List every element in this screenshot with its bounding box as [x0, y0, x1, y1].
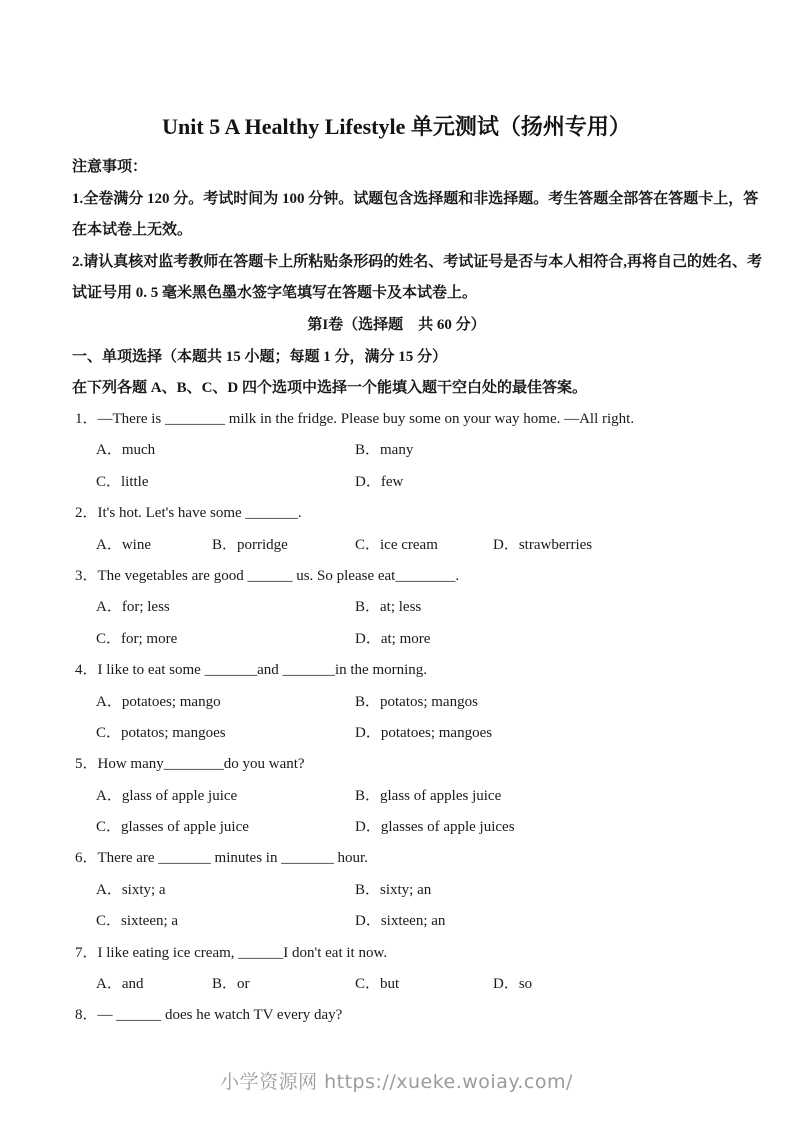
option-D: D．at; more [355, 630, 431, 647]
option-D: D．strawberries [493, 536, 593, 553]
option-D: D．sixteen; an [355, 913, 446, 930]
option-A: A．and [96, 976, 144, 993]
options-row [0, 969, 793, 1000]
options-row [0, 687, 793, 718]
option-B: B．potatos; mangos [355, 693, 478, 710]
note-line-2: 在本试卷上无效。 [72, 222, 193, 239]
option-D: D．potatoes; mangoes [355, 724, 493, 741]
question-number: 6． [75, 850, 98, 867]
option-A: A．sixty; a [96, 881, 166, 898]
option-B: B．porridge [212, 536, 288, 553]
page-title: Unit 5 A Healthy Lifestyle 单元测试（扬州专用） [162, 114, 631, 139]
question-text: — ______ does he watch TV every day? [97, 1007, 343, 1024]
option-B: B．sixty; an [355, 881, 432, 898]
question-5 [0, 749, 793, 780]
questions-list [0, 404, 793, 1032]
options-row [0, 812, 793, 843]
option-C: C．potatos; mangoes [96, 724, 226, 741]
option-B: B．at; less [355, 599, 422, 616]
options-row [0, 875, 793, 906]
question-number: 8． [75, 1007, 98, 1024]
options-row [0, 592, 793, 623]
question-number: 3． [75, 567, 98, 584]
question-number: 5． [75, 756, 98, 773]
options-row [0, 530, 793, 561]
option-C: C．little [96, 473, 149, 490]
question-8 [0, 1000, 793, 1031]
instruction-text: 在下列各题 A、B、C、D 四个选项中选择一个能填入题干空白处的最佳答案。 [72, 380, 588, 397]
note-line-4: 试证号用 0. 5 毫米黑色墨水签字笔填写在答题卡及本试卷上。 [72, 285, 478, 302]
question-text: I like to eat some _______and _______in the morning. [97, 662, 428, 679]
question-text: How many________do you want? [97, 756, 305, 773]
question-number: 2． [75, 505, 98, 522]
part-heading: 一、单项选择（本题共 15 小题；每题 1 分，满分 15 分） [72, 348, 448, 365]
question-number: 1． [75, 411, 98, 427]
question-4 [0, 655, 793, 686]
option-B: B．glass of apples juice [355, 787, 502, 804]
notes-section [72, 152, 763, 405]
options-row [0, 624, 793, 655]
note-line-1: 1.全卷满分 120 分。考试时间为 100 分钟。试题包含选择题和非选择题。考生答题全部答在答题卡上，答 [72, 190, 759, 207]
options-row [0, 906, 793, 937]
question-6 [0, 843, 793, 874]
question-text: —There is ________ milk in the fridge. Please buy some on your way home. —All right. [97, 411, 635, 427]
option-B: B．or [212, 976, 250, 993]
option-C: C．for; more [96, 630, 178, 647]
question-2 [0, 498, 793, 529]
options-row [0, 781, 793, 812]
option-C: C．sixteen; a [96, 913, 179, 930]
option-C: C．but [355, 976, 400, 993]
question-text: It's hot. Let's have some _______. [97, 505, 302, 522]
note-line-3: 2.请认真核对监考教师在答题卡上所粘贴条形码的姓名、考试证号是否与本人相符合,再将自己的姓名、考 [72, 253, 763, 270]
option-A: A．much [96, 442, 156, 459]
option-A: A．wine [96, 536, 151, 553]
question-3 [0, 561, 793, 592]
option-C: C．ice cream [355, 536, 438, 553]
question-number: 4． [75, 662, 98, 679]
options-row [0, 435, 793, 466]
watermark-footer: 小学资源网 https://xueke.woiay.com/ [220, 1071, 573, 1093]
section-heading: 第I卷（选择题 共 60 分） [307, 316, 486, 333]
option-C: C．glasses of apple juice [96, 819, 249, 836]
option-D: D．glasses of apple juices [355, 819, 515, 836]
question-7 [0, 938, 793, 969]
options-row [0, 467, 793, 498]
question-1 [0, 404, 793, 435]
option-B: B．many [355, 442, 414, 459]
question-text: I like eating ice cream, ______I don't eat it now. [97, 944, 388, 961]
option-A: A．glass of apple juice [96, 787, 238, 804]
question-text: The vegetables are good ______ us. So please eat________. [97, 567, 460, 584]
option-D: D．so [493, 976, 533, 993]
options-row [0, 718, 793, 749]
option-A: A．for; less [96, 599, 170, 616]
notes-heading: 注意事项： [72, 159, 148, 175]
question-text: There are _______ minutes in _______ hour. [97, 850, 368, 867]
question-number: 7． [75, 944, 98, 961]
option-D: D．few [355, 473, 404, 490]
option-A: A．potatoes; mango [96, 693, 221, 710]
